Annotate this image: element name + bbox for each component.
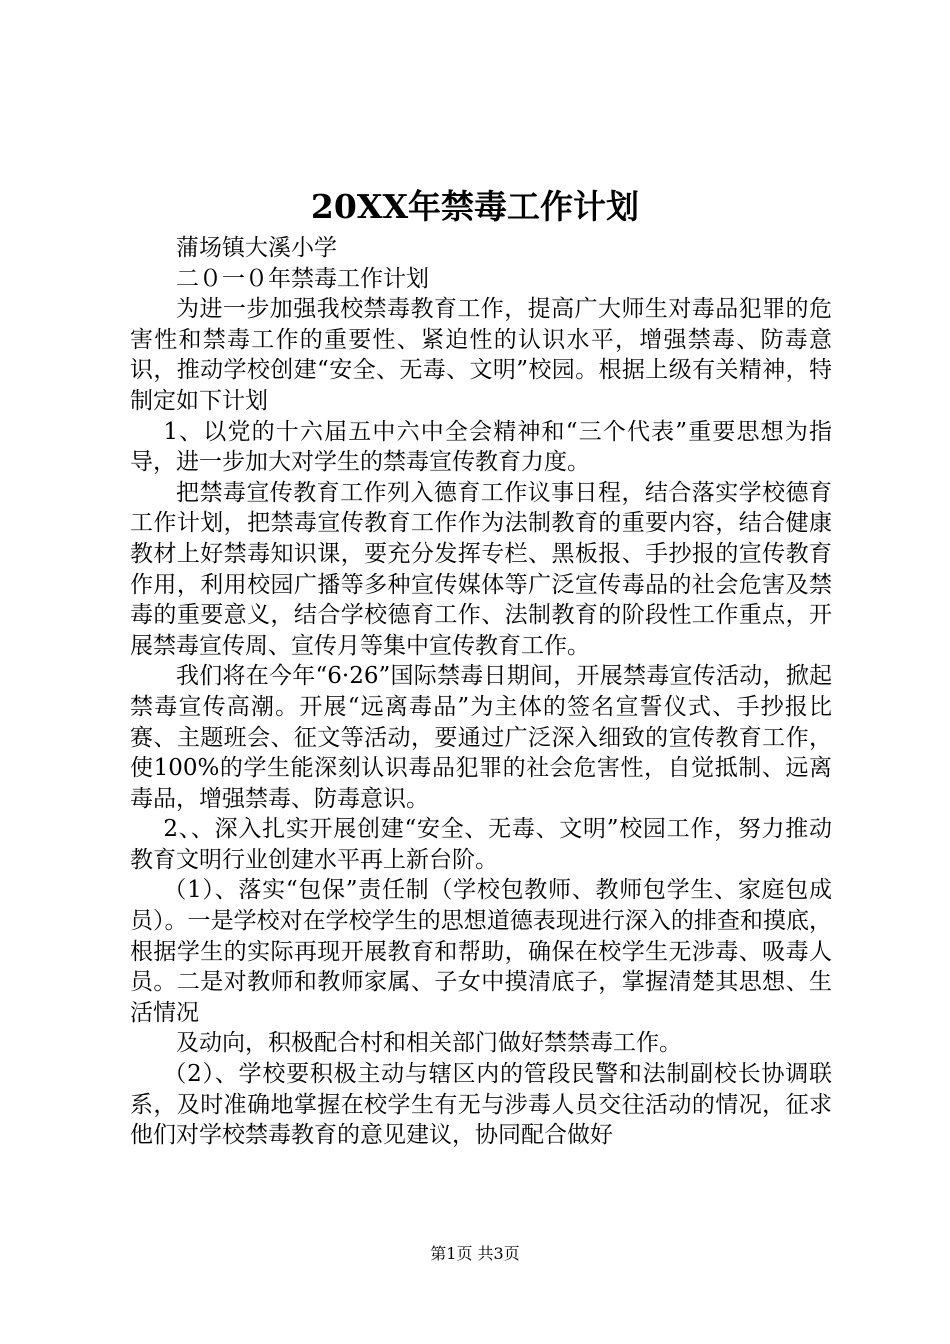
- page-footer: 第1页 共3页: [430, 1244, 520, 1263]
- paragraph-sub-2: （2）、学校要积极主动与辖区内的管段民警和法制副校长协调联系，及时准确地掌握在校学生有无与涉毒人员交往活动的情况，征求他们对学校禁毒教育的意见建议，协同配合做好: [130, 1061, 832, 1149]
- paragraph-publicity: 把禁毒宣传教育工作列入德育工作议事日程，结合落实学校德育工作计划，把禁毒宣传教育工作作为法制教育的重要内容，结合健康教材上好禁毒知识课，要充分发挥专栏、黑板报、手抄报的宣传教育作用，利用校园广播等多种宣传媒体等广泛宣传毒品的社会危害及禁毒的重要意义，结合学校德育工作、法制教育的阶段性工作重点，开展禁毒宣传周、宣传月等集中宣传教育工作。: [130, 479, 832, 659]
- paragraph-continuation: 及动向，积极配合村和相关部门做好禁禁毒工作。: [176, 1030, 682, 1057]
- paragraph-item-2: 2、、深入扎实开展创建“安全、无毒、文明”校园工作，努力推动教育文明行业创建水平再上新台阶。: [130, 816, 832, 873]
- document-body: [130, 233, 832, 1151]
- paragraph-sub-1: （1）、落实“包保”责任制（学校包教师、教师包学生、家庭包成员）。一是学校对在学校学生的思想道德表现进行深入的排查和摸底，根据学生的实际再现开展教育和帮助，确保在校学生无涉毒、吸毒人员。二是对教师和教师家属、子女中摸清底子，掌握清楚其思想、生活情况: [130, 877, 832, 1026]
- document-title: 20XX年禁毒工作计划: [310, 187, 640, 226]
- school-name: 蒲场镇大溪小学: [176, 235, 337, 261]
- plan-subtitle: 二０一０年禁毒工作计划: [176, 265, 429, 292]
- paragraph-intro: 为进一步加强我校禁毒教育工作，提高广大师生对毒品犯罪的危害性和禁毒工作的重要性、紧迫性的认识水平，增强禁毒、防毒意识，推动学校创建“安全、无毒、文明”校园。根据上级有关精神，特制定如下计划: [130, 296, 832, 414]
- paragraph-item-1: 1、以党的十六届五中六中全会精神和“三个代表”重要思想为指导，进一步加大对学生的禁毒宣传教育力度。: [130, 418, 832, 476]
- paragraph-activities: 我们将在今年“6·26”国际禁毒日期间，开展禁毒宣传活动，掀起禁毒宣传高潮。开展“远离毒品”为主体的签名宣誓仪式、手抄报比赛、主题班会、征文等活动，要通过广泛深入细致的宣传教育工作，使100%的学生能深刻认识毒品犯罪的社会危害性，自觉抵制、远离毒品，增强禁毒、防毒意识。: [130, 663, 832, 812]
